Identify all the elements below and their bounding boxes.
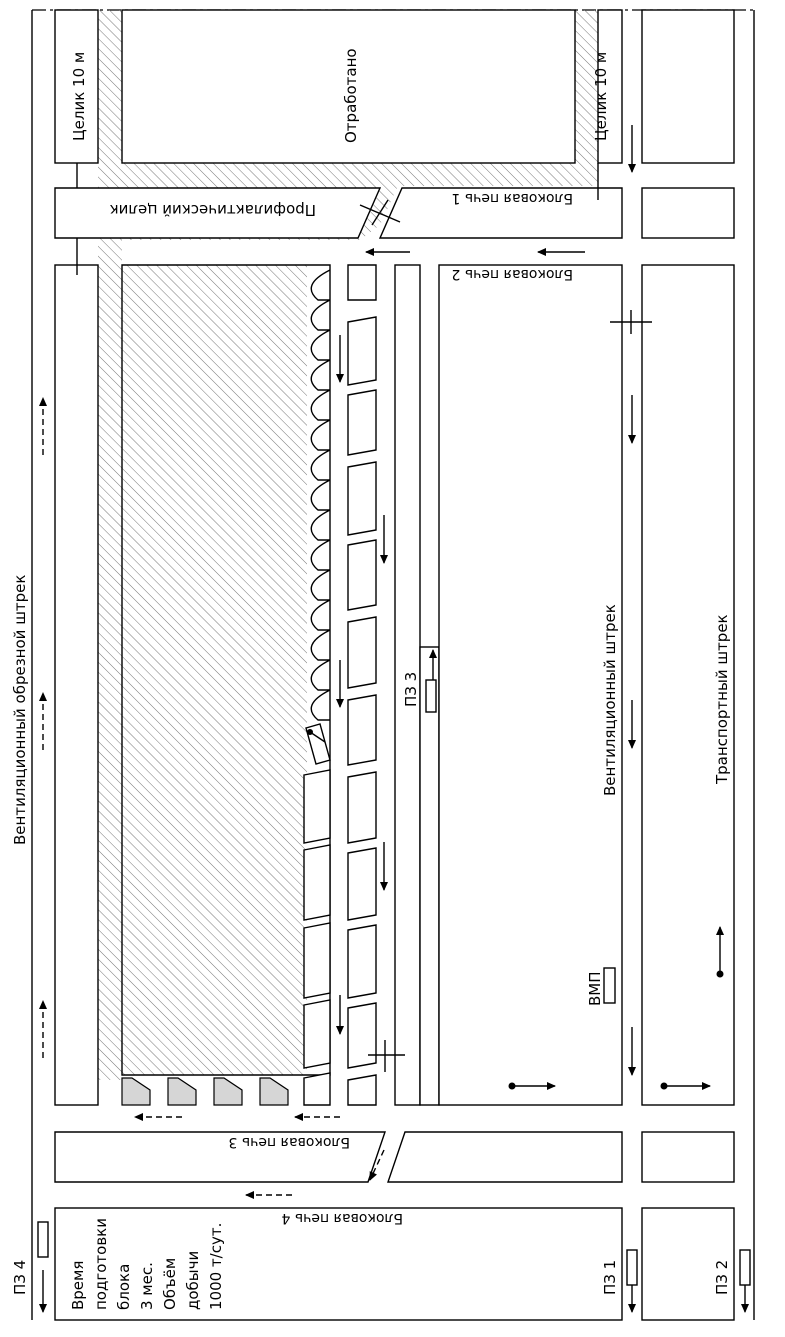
pillar-column-b (348, 265, 376, 1105)
svg-text:1000 т/сут.: 1000 т/сут. (207, 1222, 225, 1310)
prophylactic-pillar-label: Профилактический целик (109, 201, 316, 219)
transport-drift-label: Транспортный штрек (713, 614, 731, 784)
far-right-top-block (642, 10, 734, 163)
block-chute-3-right (388, 1132, 622, 1182)
pillar-right-label: Целик 10 м (592, 51, 610, 141)
svg-text:3 мес.: 3 мес. (138, 1262, 156, 1310)
vent-cut-drift-label: Вентиляционный обрезной штрек (11, 574, 29, 845)
block-chute-2-label: Блоковая печь 2 (451, 266, 573, 282)
mined-out-label: Отработано (342, 48, 360, 143)
vent-drift-label: Вентиляционный штрек (601, 604, 619, 796)
pillar-column-a (304, 724, 330, 1105)
pz1-label: ПЗ 1 (601, 1259, 619, 1295)
svg-text:блока: блока (115, 1263, 133, 1310)
block-chute-4-label: Блоковая печь 4 (281, 1210, 403, 1226)
block-chute-3-label: Блоковая печь 3 (228, 1134, 350, 1150)
svg-text:добычи: добычи (184, 1250, 202, 1310)
block-chute-1-label: Блоковая печь 1 (451, 190, 573, 206)
pz2-label: ПЗ 2 (713, 1259, 731, 1295)
longwall-comb (311, 270, 330, 720)
svg-text:Объём: Объём (161, 1257, 179, 1310)
far-right-row-bottom (642, 1132, 734, 1182)
vmp-label: ВМП (586, 971, 604, 1006)
pillar-left-label: Целик 10 м (70, 51, 88, 141)
gray-chutes (122, 1078, 288, 1105)
pz3-label: ПЗ 3 (402, 671, 420, 707)
pz4-label: ПЗ 4 (11, 1259, 29, 1295)
svg-text:Время: Время (69, 1260, 87, 1310)
left-long-pillar (55, 265, 98, 1105)
pz3-drift (420, 647, 439, 1105)
far-right-row2-block (642, 188, 734, 238)
svg-text:подготовки: подготовки (92, 1218, 110, 1310)
